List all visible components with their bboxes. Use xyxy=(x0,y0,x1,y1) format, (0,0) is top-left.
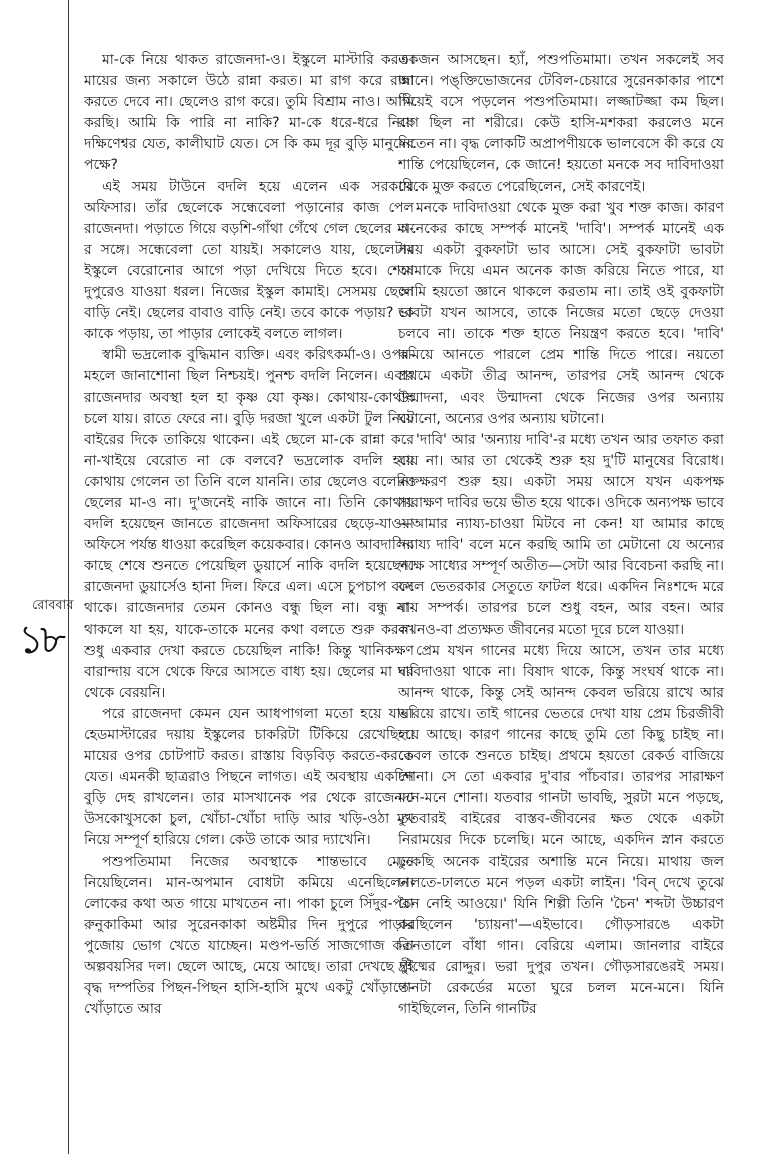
paragraph: প্রেম যখন গানের মধ্যে দিয়ে আসে, তখন তার মধ্যে দাবিদাওয়া থাকে না। বিষাদ থাকে, কিন্তু সংঘর্ষ থাকে না। আনন্দ থাকে, কিন্তু সেই আনন্দ কেবল ভরিয়ে রাখে আর ভরিয়ে রাখে। তাই গানের ভেতরে দেখা যায় প্রেম চিরজীবী হয়ে আছে। কারণ গানের কাছে তুমি তো কিছু চাইছ না। কেবল তাকে শুনতে চাইছ। প্রথমে হয়তো রেকর্ড বাজিয়ে শোনা। সে তো একবার দু'বার পাঁচবার। তারপর সারাক্ষণ মনে-মনে শোনা। যতবার গানটা ভাবছি, সুরটা মনে পড়ছে, ততবারই বাইরের বাস্তব-জীবনের ক্ষত থেকে একটা নিরাময়ের দিকে চলেছি। মনে আছে, একদিন স্নান করতে ঢুকেছি অনেক বাইরের অশান্তি মনে নিয়ে। মাথায় জল ঢালতে-ঢালতে মনে পড়ল একটা লাইন। 'বিন্ দেখে তুঝে চৈন নেহি আওয়ে।' যিনি শিল্পী তিনি 'চৈন' শব্দটা উচ্চারণ করছিলেন 'চ্যায়না'—এইভাবে। গৌড়সারঙে একটা তিনতালে বাঁধা গান। বেরিয়ে এলাম। জানলার বাইরে গ্রীষ্মের রোদ্দুর। ভরা দুপুর তখন। গৌড়সারঙেরই সময়। গানটা রেকর্ডের মতো ঘুরে চলল মনে-মনে। যিনি গাইছিলেন, তিনি গানটির xyxy=(398,642,724,1018)
paragraph: এই সময় টাউনে বদলি হয়ে এলেন এক সরকারি অফিসার। তাঁর ছেলেকে সন্ধেবেলা পড়ানোর কাজ পেল রাজেনদা। পড়াতে গিয়ে বড়শি-গাঁথা গেঁথে গেল ছেলের মা-র সঙ্গে। সন্ধেবেলা তো যায়ই। সকালেও যায়, ছেলেটার ইস্কুলে বেরোনোর আগে পড়া দেখিয়ে দিতে হবে। শেষে দুপুরেও যাওয়া ধরল। নিজের ইস্কুল কামাই। সেসময় ছেলে বাড়ি নেই। ছেলের বাবাও বাড়ি নেই। তবে কাকে পড়ায়? কে কাকে পড়ায়, তা পাড়ার লোকেই বলতে লাগল। xyxy=(84,178,414,343)
paragraph: একজন আসছেন। হ্যাঁ, পশুপতিমামা। তখন সকলেই সব জানে। পঙ্‌ক্তিভোজনের টেবিল-চেয়ারে সুরেনকাকার পাশে গিয়েই বসে পড়লেন পশুপতিমামা। লজ্জাটজ্জা কম ছিল। রাগ ছিল না শরীরে। কেউ হাসি-মশকরা করলেও মনে নিতেন না। বৃদ্ধ লোকটি অপ্রাপণীয়কে ভালবেসে কী করে যে শান্তি পেয়েছিলেন, কে জানে! হয়তো মনকে সব দাবিদাওয়া থেকে মুক্ত করতে পেরেছিলেন, সেই কারণেই। xyxy=(398,52,724,195)
right-text-column xyxy=(398,50,724,1130)
paragraph: স্বামী ভদ্রলোক বুদ্ধিমান ব্যক্তি। এবং করিৎকর্মা-ও। ওপর-মহলে জানাশোনা ছিল নিশ্চয়ই। পুনশ্চ বদলি নিলেন। এবার রাজেনদার অবস্থা হল হা কৃষ্ণ যো কৃষ্ণ। কোথায়-কোথায় চলে যায়। রাতে ফেরে না। বুড়ি দরজা খুলে একটা টুল নিয়ে বাইরের দিকে তাকিয়ে থাকেন। এই ছেলে মা-কে রান্না করে না-খাইয়ে বেরোত না কে বলবে? ভদ্রলোক বদলি হয়ে কোথায় গেলেন তা তিনি বলে যাননি। তার ছেলেও বলেনি। ছেলের মা-ও না। দু'জনেই নাকি জানে না। তিনি কোথায় বদলি হয়েছেন জানতে রাজেনদা অফিসারের ছেড়ে-যাওয়া অফিসে পর্যন্ত ধাওয়া করেছিল কয়েকবার। কোনও আবদালির কাছে শেষে শুনতে পেয়েছিল ডুয়ার্সে নাকি বদলি হয়েছেন। রাজেনদা ডুয়ার্সেও হানা দিল। ফিরে এল। এসে চুপচাপ বসে থাকে। রাজেনদার তেমন কোনও বন্ধু ছিল না। বন্ধু না-থাকলে যা হয়, যাকে-তাকে মনের কথা বলতে শুরু করল। শুধু একবার দেখা করতে চেয়েছিল নাকি! কিন্তু খানিকক্ষণ বারান্দায় বসে থেকে ফিরে আসতে বাধ্য হয়। ছেলের মা ঘর থেকে বেরয়নি। xyxy=(84,347,414,701)
paragraph: মনকে দাবিদাওয়া থেকে মুক্ত করা খুব শক্ত কাজ। কারণ অনেকের কাছে সম্পর্ক মানেই 'দাবি'। সম্পর্ক মানেই এক সময় একটা বুকফাটা ভাব আসে। সেই বুকফাটা ভাবটা আমাকে দিয়ে এমন অনেক কাজ করিয়ে নিতে পারে, যা আমি হয়তো জ্ঞানে থাকলে করতাম না। তাই ওই বুকফাটা ভাবটা যখন আসবে, তাকে নিজের মতো ছেড়ে দেওয়া চলবে না। তাকে শক্ত হাতে নিয়ন্ত্রণ করতে হবে। 'দাবি' কমিয়ে আনতে পারলে প্রেম শান্তি দিতে পারে। নয়তো প্রথমে একটা তীব্র আনন্দ, তারপর সেই আনন্দ থেকে উন্মাদনা, এবং উন্মাদনা থেকে নিজের ওপর অন্যায় ঘটানো, অন্যের ওপর অন্যায় ঘটানো। xyxy=(398,199,724,427)
margin-divider-line xyxy=(68,0,69,1154)
paragraph: পরে রাজেনদা কেমন যেন আধপাগলা মতো হয়ে যায়। হেডমাস্টারের দয়ায় ইস্কুলের চাকরিটা টিকিয়ে রেখেছিল। মায়ের ওপর চোটপাট করত। রাস্তায় বিড়বিড় করতে-করতে যেত। এমনকী ছাত্ররাও পিছনে লাগত। এই অবস্থায় একদিন বুড়ি দেহ রাখলেন। তার মাসখানেক পর থেকে রাজেনদা উসকোখুসকো চুল, খোঁচা-খোঁচা দাড়ি আর খড়ি-ওঠা মুখ নিয়ে সম্পূর্ণ হারিয়ে গেল। কেউ তাকে আর দ্যাখেনি। xyxy=(84,705,414,849)
paragraph: 'দাবি' আর 'অন্যায় দাবি'-র মধ্যে তখন আর তফাত করা যায় না। আর তা থেকেই শুরু হয় দু'টি মানুষের বিরোধ। রক্তক্ষরণ শুরু হয়। একটা সময় আসে যখন একপক্ষ সারাক্ষণ দাবির ভয়ে ভীত হয়ে থাকে। ওদিকে অন্যপক্ষ ভাবে—আমার ন্যায্য-চাওয়া মিটবে না কেন! যা আমার কাছে 'ন্যায্য দাবি' বলে মনে করছি আমি তা মেটানো যে অন্যের পক্ষে সাধ্যের সম্পূর্ণ অতীত—সেটা আর বিবেচনা করছি না। ফলে ভেতরকার সেতুতে ফাটল ধরে। একদিন নিঃশব্দে মরে যায় সম্পর্ক। তারপর চলে শুধু বহন, আর বহন। আর কখনও-বা প্রত্যক্ষত জীবনের মতো দূরে চলে যাওয়া। xyxy=(398,431,724,638)
left-text-column xyxy=(84,50,414,1130)
paragraph: পশুপতিমামা নিজের অবস্থাকে শান্তভাবে মেনে নিয়েছিলেন। মান-অপমান বোধটা কমিয়ে এনেছিলেন। লোকের কথা অত গায়ে মাখতেন না। পাকা চুলে সিঁদুর-পরা রুনুকাকিমা আর সুরেনকাকা অষ্টমীর দিন দুপুরে পাড়ার পুজোয় ভোগ খেতে যাচ্ছেন। মণ্ডপ-ভর্তি সাজগোজ করা অল্পবয়সির দল। ছেলে আছে, মেয়ে আছে। তারা দেখছে দুই বৃদ্ধ দম্পতির পিছন-পিছন হাসি-হাসি মুখে একটু খোঁড়াতে-খোঁড়াতে আর xyxy=(84,853,414,1018)
paragraph: মা-কে নিয়ে থাকত রাজেনদা-ও। ইস্কুলে মাস্টারি করত। মায়ের জন্য সকালে উঠে রান্না করত। মা রাগ করে রান্না করতে দেবে না। ছেলেও রাগ করে। তুমি বিশ্রাম নাও। আমি করছি। আমি কি পারি না নাকি? মা-কে ধরে-ধরে নিয়ে দক্ষিণেশ্বর যেত, কালীঘাট যেত। সে কি কম দূর বুড়ি মানুষের পক্ষে? xyxy=(84,52,414,174)
margin-label: রোববার xyxy=(32,598,74,613)
page-number: ১৮ xyxy=(18,617,62,663)
